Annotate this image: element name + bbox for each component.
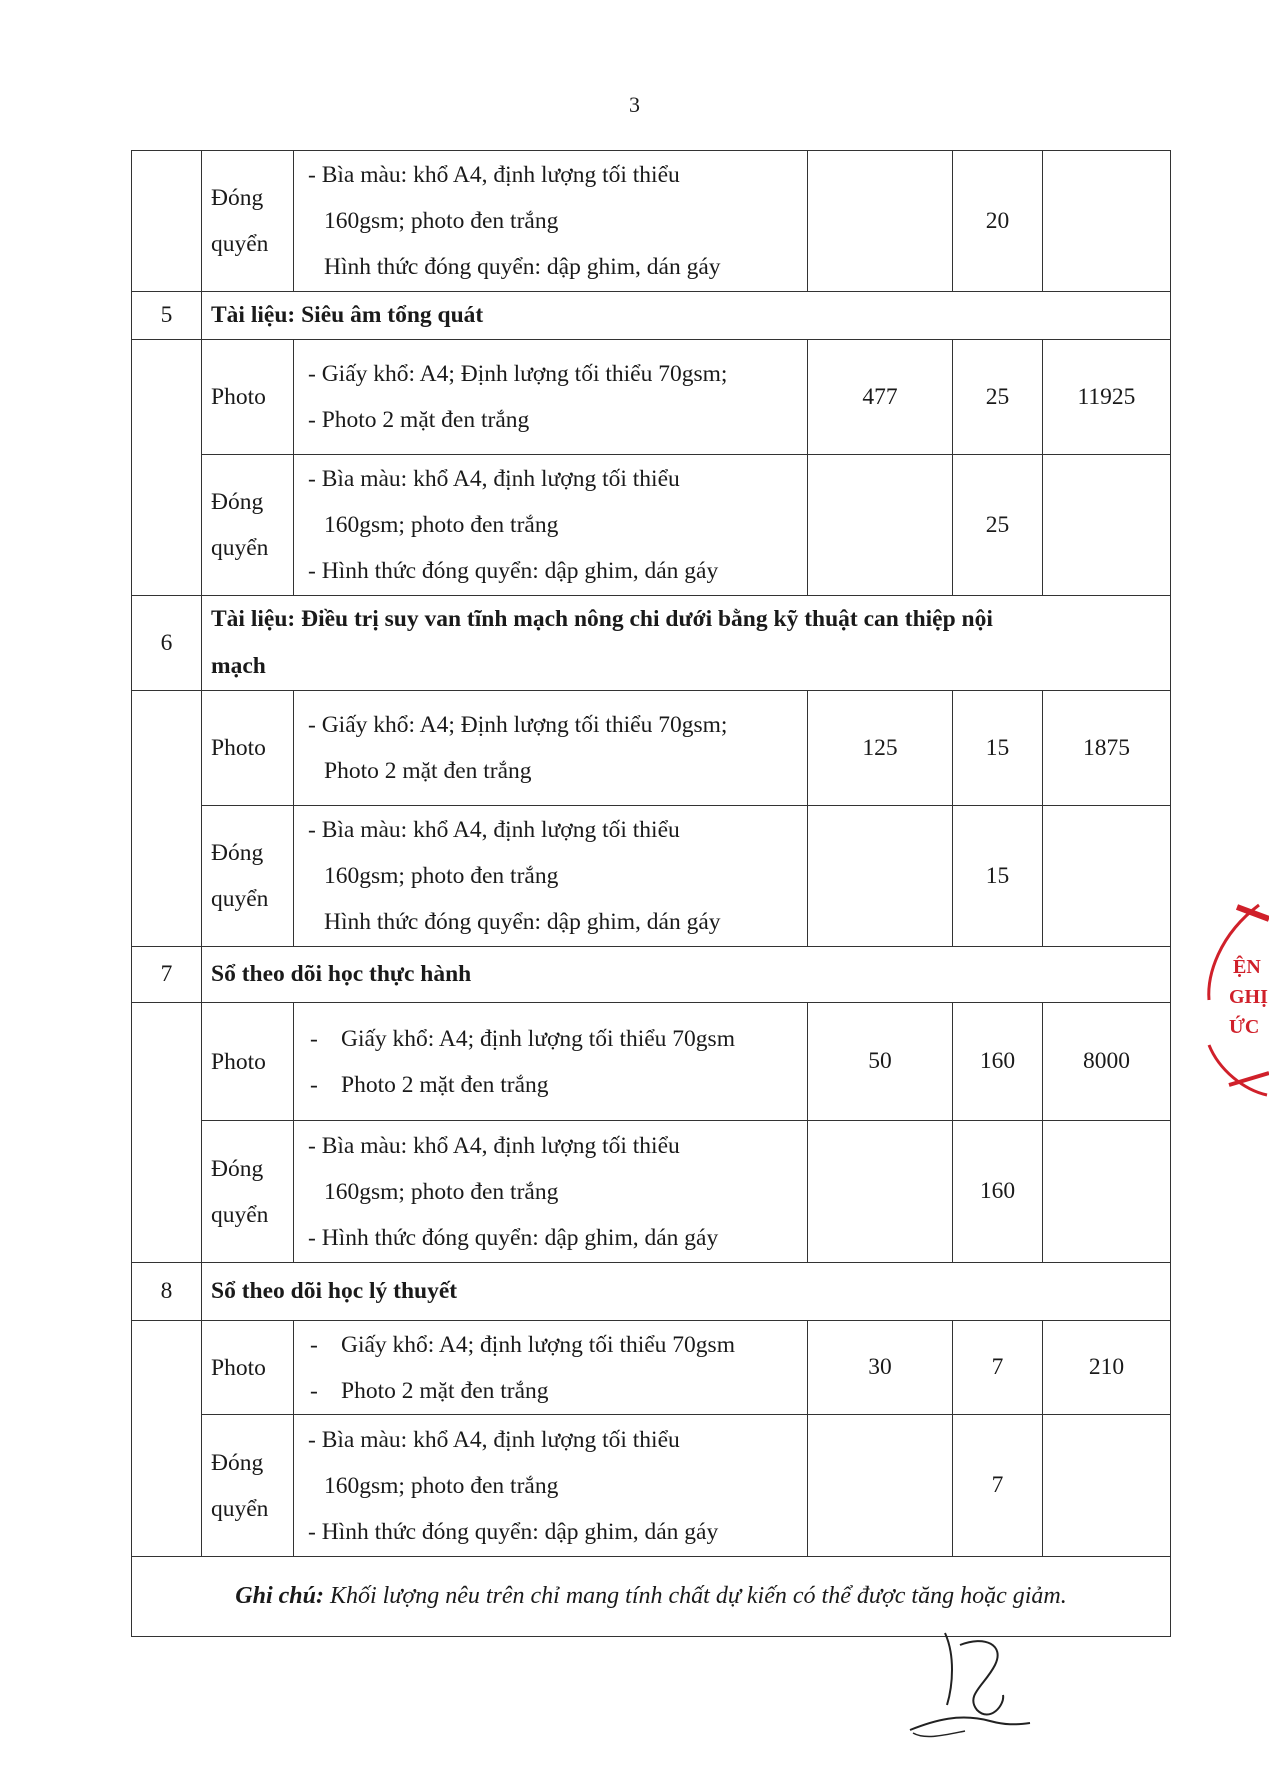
kind-cell: Photo (202, 1003, 294, 1121)
total-cell (1043, 806, 1171, 947)
description-cell: - Bìa màu: khổ A4, định lượng tối thiểu 160gsm; photo đen trắng - Hình thức đóng quyển: dập ghim, dán gáy (294, 455, 808, 596)
stt-cell: 7 (132, 947, 202, 1003)
stt-cell (132, 151, 202, 292)
section-row-5 (132, 292, 1171, 340)
total-cell (1043, 151, 1171, 292)
pages-cell (808, 1415, 953, 1557)
total-cell: 210 (1043, 1321, 1171, 1415)
table-row (132, 691, 1171, 806)
quantity-cell: 160 (953, 1121, 1043, 1263)
stt-cell: 5 (132, 292, 202, 340)
stt-cell (132, 1321, 202, 1557)
section-row-6 (132, 596, 1171, 691)
total-cell: 1875 (1043, 691, 1171, 806)
total-cell (1043, 1415, 1171, 1557)
stt-cell (132, 691, 202, 947)
pages-cell (808, 1121, 953, 1263)
section-title: Tài liệu: Siêu âm tổng quát (202, 292, 1171, 340)
total-cell: 8000 (1043, 1003, 1171, 1121)
section-title: Tài liệu: Điều trị suy van tĩnh mạch nông chi dưới bằng kỹ thuật can thiệp nội mạch (202, 596, 1171, 691)
kind-cell: Photo (202, 340, 294, 455)
note-label: Ghi chú: (235, 1583, 324, 1609)
pages-cell: 477 (808, 340, 953, 455)
materials-table (131, 150, 1171, 1637)
bullet-dash: - (310, 1331, 318, 1358)
kind-cell: Photo (202, 1321, 294, 1415)
pages-cell (808, 455, 953, 596)
kind-cell: Đóng quyển (202, 1415, 294, 1557)
table-row (132, 806, 1171, 947)
section-title: Sổ theo dõi học thực hành (202, 947, 1171, 1003)
description-cell: - Bìa màu: khổ A4, định lượng tối thiểu 160gsm; photo đen trắng - Hình thức đóng quyển: dập ghim, dán gáy (294, 1121, 808, 1263)
stamp-text: ỆN (1233, 956, 1261, 978)
section-row-8 (132, 1263, 1171, 1321)
handwritten-signature (905, 1625, 1065, 1745)
pages-cell: 30 (808, 1321, 953, 1415)
quantity-cell: 7 (953, 1415, 1043, 1557)
pages-cell: 50 (808, 1003, 953, 1121)
description-cell: - Giấy khổ: A4; định lượng tối thiểu 70gsm - Photo 2 mặt đen trắng (294, 1321, 808, 1415)
bullet-dash: - (310, 1071, 318, 1098)
description-cell: - Bìa màu: khổ A4, định lượng tối thiểu 160gsm; photo đen trắng Hình thức đóng quyển: dập ghim, dán gáy (294, 806, 808, 947)
red-stamp-fragment (1199, 895, 1269, 1105)
total-cell (1043, 1121, 1171, 1263)
kind-cell: Đóng quyển (202, 806, 294, 947)
pages-cell: 125 (808, 691, 953, 806)
description-cell: - Bìa màu: khổ A4, định lượng tối thiểu 160gsm; photo đen trắng - Hình thức đóng quyển: dập ghim, dán gáy (294, 1415, 808, 1557)
table-row (132, 1003, 1171, 1121)
stt-cell (132, 340, 202, 596)
kind-cell: Đóng quyển (202, 1121, 294, 1263)
note-text: Khối lượng nêu trên chỉ mang tính chất dự kiến có thể được tăng hoặc giảm. (329, 1583, 1067, 1609)
total-cell: 11925 (1043, 340, 1171, 455)
stt-cell (132, 1003, 202, 1263)
pages-cell (808, 806, 953, 947)
total-cell (1043, 455, 1171, 596)
stamp-text: ỨC (1229, 1016, 1260, 1038)
stt-cell: 8 (132, 1263, 202, 1321)
quantity-cell: 15 (953, 806, 1043, 947)
quantity-cell: 25 (953, 455, 1043, 596)
stt-cell: 6 (132, 596, 202, 691)
table-row (132, 455, 1171, 596)
table-row (132, 1415, 1171, 1557)
quantity-cell: 25 (953, 340, 1043, 455)
quantity-cell: 15 (953, 691, 1043, 806)
bullet-dash: - (310, 1377, 318, 1404)
kind-cell: Đóng quyển (202, 151, 294, 292)
table-row (132, 340, 1171, 455)
kind-cell: Photo (202, 691, 294, 806)
kind-cell: Đóng quyển (202, 455, 294, 596)
description-cell: - Bìa màu: khổ A4, định lượng tối thiểu 160gsm; photo đen trắng Hình thức đóng quyển: dập ghim, dán gáy (294, 151, 808, 292)
description-cell: - Giấy khổ: A4; Định lượng tối thiểu 70gsm; - Photo 2 mặt đen trắng (294, 340, 808, 455)
description-cell: - Giấy khổ: A4; Định lượng tối thiểu 70gsm; Photo 2 mặt đen trắng (294, 691, 808, 806)
pages-cell (808, 151, 953, 292)
stamp-text: GHỊ (1229, 986, 1268, 1008)
quantity-cell: 7 (953, 1321, 1043, 1415)
section-row-7 (132, 947, 1171, 1003)
table-row (132, 151, 1171, 292)
bullet-dash: - (310, 1025, 318, 1052)
section-title: Sổ theo dõi học lý thuyết (202, 1263, 1171, 1321)
page-number: 3 (629, 92, 640, 117)
table-row (132, 1121, 1171, 1263)
description-cell: - Giấy khổ: A4; định lượng tối thiểu 70gsm - Photo 2 mặt đen trắng (294, 1003, 808, 1121)
quantity-cell: 20 (953, 151, 1043, 292)
quantity-cell: 160 (953, 1003, 1043, 1121)
table-row (132, 1321, 1171, 1415)
